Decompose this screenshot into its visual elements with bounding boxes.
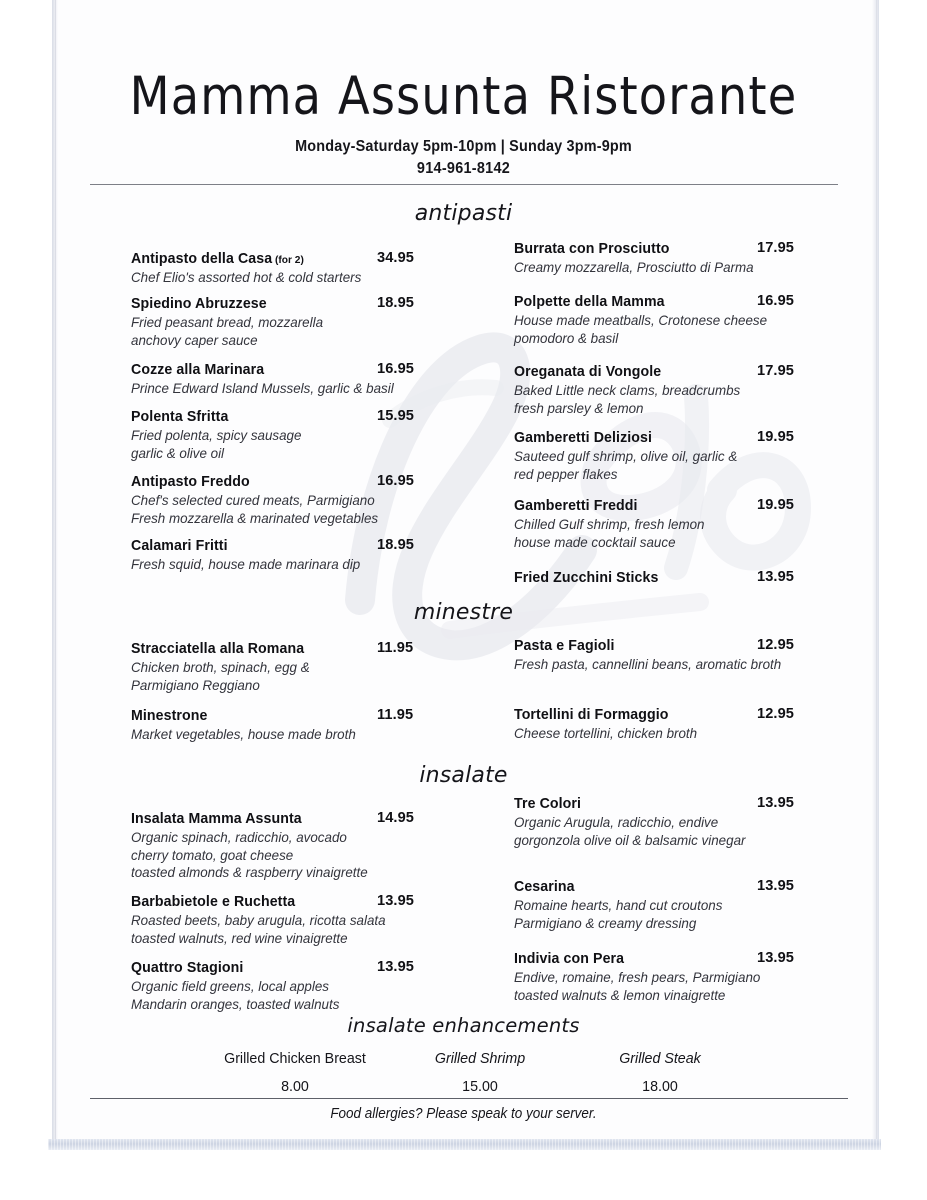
- menu-item: [131, 408, 415, 462]
- menu-item: [131, 640, 414, 694]
- menu-item: [514, 950, 795, 1004]
- menu-item: [514, 878, 795, 932]
- menu-item-header: [514, 878, 795, 897]
- menu-item-price: 12.95: [757, 637, 795, 653]
- footer-divider: [90, 1098, 848, 1099]
- section-heading-enhancements: insalate enhancements: [347, 1014, 580, 1037]
- menu-item-name: Barbabietole e Ruchetta: [131, 894, 296, 910]
- menu-item-header: [131, 473, 415, 492]
- menu-item: [514, 637, 795, 674]
- menu-item-description-line: Organic field greens, local apples: [131, 979, 329, 994]
- menu-item-name: Polpette della Mamma: [514, 294, 665, 310]
- enhancement-item: [175, 1050, 415, 1095]
- menu-item-header: [131, 537, 415, 556]
- menu-item-name: Burrata con Prosciutto: [514, 241, 670, 257]
- enhancement-item: [570, 1050, 750, 1095]
- menu-item-description-line: Creamy mozzarella, Prosciutto di Parma: [514, 260, 754, 275]
- menu-item-price: 13.95: [757, 878, 795, 894]
- menu-item-description-line: garlic & olive oil: [131, 445, 225, 461]
- menu-item-description-line: Fried polenta, spicy sausage: [131, 428, 302, 443]
- menu-item-header: [131, 408, 415, 427]
- menu-item-price: 14.95: [377, 810, 415, 826]
- menu-item-description-line: Chef Elio's assorted hot & cold starters: [131, 270, 362, 285]
- menu-item-description-line: Chef's selected cured meats, Parmigiano: [131, 493, 375, 508]
- menu-item-description-line: gorgonzola olive oil & balsamic vinegar: [514, 832, 746, 848]
- menu-item: [131, 959, 415, 1013]
- section-heading-minestre: minestre: [413, 600, 514, 625]
- menu-item-description-line: Market vegetables, house made broth: [131, 727, 356, 742]
- menu-item-name: Spiedino Abruzzese: [131, 296, 267, 312]
- menu-item-description-line: anchovy caper sauce: [131, 332, 258, 348]
- menu-item-header: [131, 893, 415, 912]
- menu-item-price: 16.95: [757, 293, 795, 309]
- menu-item-price: 18.95: [377, 537, 415, 553]
- enhancement-item: [400, 1050, 560, 1095]
- menu-item-description-line: Fresh pasta, cannellini beans, aromatic broth: [514, 657, 782, 672]
- menu-item-name: Antipasto Freddo: [131, 474, 250, 490]
- menu-item: [131, 295, 415, 349]
- menu-item: [131, 537, 415, 574]
- menu-item-description-line: toasted walnuts & lemon vinaigrette: [514, 987, 726, 1003]
- menu-item-description-line: Fresh mozzarella & marinated vegetables: [131, 510, 379, 526]
- menu-item-name: Calamari Fritti: [131, 538, 228, 554]
- menu-item-price: 11.95: [377, 707, 414, 723]
- menu-item-price: 13.95: [377, 959, 415, 975]
- menu-item-description-line: Fried peasant bread, mozzarella: [131, 315, 324, 330]
- menu-item-header: [514, 706, 795, 725]
- menu-item-name: Minestrone: [131, 708, 208, 724]
- page-title: Mamma Assunta Ristorante: [129, 66, 798, 127]
- enhancement-price: 18.00: [642, 1078, 678, 1095]
- menu-item-description-line: Fresh squid, house made marinara dip: [131, 557, 361, 572]
- enhancement-price: 8.00: [281, 1078, 309, 1095]
- menu-item-name: Indivia con Pera: [514, 951, 625, 967]
- menu-item: [131, 707, 414, 744]
- menu-item: [514, 706, 795, 743]
- allergy-notice: Food allergies? Please speak to your server.: [330, 1106, 597, 1122]
- menu-item-price: 16.95: [377, 473, 415, 489]
- menu-item: [514, 363, 795, 417]
- menu-item-header: [131, 640, 414, 659]
- menu-item-price: 17.95: [757, 240, 795, 256]
- menu-item-name: Cesarina: [514, 879, 575, 895]
- menu-item-description-line: house made cocktail sauce: [514, 534, 676, 550]
- menu-item-price: 34.95: [377, 250, 415, 266]
- menu-item-name: Pasta e Fagioli: [514, 638, 615, 654]
- menu-item-price: 15.95: [377, 408, 415, 424]
- menu-item-description-line: Roasted beets, baby arugula, ricotta salata: [131, 913, 386, 928]
- section-heading-antipasti: antipasti: [414, 201, 513, 226]
- menu-item-description-line: Romaine hearts, hand cut croutons: [514, 898, 723, 913]
- menu-item-description-line: fresh parsley & lemon: [514, 400, 644, 416]
- menu-item-name: Insalata Mamma Assunta: [131, 811, 302, 827]
- menu-item-header: [514, 363, 795, 382]
- menu-item-header: [131, 361, 415, 380]
- menu-item: [514, 497, 795, 551]
- menu-item-description-line: Chilled Gulf shrimp, fresh lemon: [514, 517, 705, 532]
- menu-item-header: [514, 293, 795, 312]
- menu-item-header: [131, 707, 414, 726]
- menu-item-name: Tre Colori: [514, 796, 582, 812]
- menu-item-name: Tortellini di Formaggio: [514, 707, 669, 723]
- menu-item-header: [131, 959, 415, 978]
- menu-item-description-line: Parmigiano & creamy dressing: [514, 915, 697, 931]
- menu-item-name: Oreganata di Vongole: [514, 364, 662, 380]
- menu-item-description-line: Cheese tortellini, chicken broth: [514, 726, 698, 741]
- menu-item-price: 13.95: [757, 795, 795, 811]
- menu-item: [514, 429, 795, 483]
- menu-item-description-line: red pepper flakes: [514, 466, 618, 482]
- menu-item: [131, 893, 415, 947]
- menu-item: [131, 361, 415, 398]
- menu-item-description-line: House made meatballs, Crotonese cheese: [514, 313, 768, 328]
- menu-item-price: 19.95: [757, 497, 795, 513]
- menu-item-header: [514, 240, 795, 259]
- menu-item-name: Gamberetti Deliziosi: [514, 430, 653, 446]
- menu-item: [131, 473, 415, 527]
- section-heading-insalate: insalate: [419, 763, 508, 788]
- menu-item-name: Fried Zucchini Sticks: [514, 570, 659, 586]
- menu-item-description-line: cherry tomato, goat cheese: [131, 847, 294, 863]
- menu-item-price: 16.95: [377, 361, 415, 377]
- menu-item-name: Polenta Sfritta: [131, 409, 229, 425]
- menu-item-description-line: pomodoro & basil: [514, 330, 619, 346]
- enhancement-name: Grilled Chicken Breast: [224, 1050, 366, 1067]
- menu-item-price: 12.95: [757, 706, 795, 722]
- menu-item-price: 11.95: [377, 640, 414, 656]
- menu-item-description-line: toasted walnuts, red wine vinaigrette: [131, 930, 348, 946]
- menu-item-price: 19.95: [757, 429, 795, 445]
- header-divider: [90, 184, 838, 185]
- menu-item-header: [514, 637, 795, 656]
- enhancement-price: 15.00: [462, 1078, 498, 1095]
- menu-item-name: Antipasto della Casa (for 2): [131, 251, 304, 267]
- hours-line: Monday-Saturday 5pm-10pm | Sunday 3pm-9pm: [295, 138, 632, 155]
- enhancement-name: Grilled Steak: [619, 1050, 701, 1067]
- menu-item-description-line: toasted almonds & raspberry vinaigrette: [131, 865, 368, 881]
- menu-item-name: Stracciatella alla Romana: [131, 641, 305, 657]
- menu-item-header: [514, 795, 795, 814]
- menu-item-header: [131, 295, 415, 314]
- menu-item: [131, 810, 415, 882]
- menu-item: [514, 293, 795, 347]
- menu-item-header: [131, 250, 415, 269]
- menu-item-name: Cozze alla Marinara: [131, 362, 265, 378]
- menu-item-header: [131, 810, 415, 829]
- menu-item-description-line: Mandarin oranges, toasted walnuts: [131, 996, 340, 1012]
- menu-item: [514, 795, 795, 849]
- menu-item-description-line: Baked Little neck clams, breadcrumbs: [514, 383, 741, 398]
- menu-item-price: 17.95: [757, 363, 795, 379]
- menu-item-header: [514, 429, 795, 448]
- menu-item-description-line: Organic spinach, radicchio, avocado: [131, 830, 347, 845]
- menu-item-qualifier: (for 2): [272, 254, 304, 266]
- phone-number: 914-961-8142: [416, 160, 511, 177]
- menu-item-description-line: Endive, romaine, fresh pears, Parmigiano: [514, 970, 761, 985]
- menu-item-name: Quattro Stagioni: [131, 960, 244, 976]
- menu-item-price: 13.95: [757, 569, 795, 585]
- menu-item-price: 13.95: [757, 950, 795, 966]
- menu-item: [131, 250, 415, 287]
- enhancement-name: Grilled Shrimp: [434, 1050, 526, 1067]
- menu-item-price: 18.95: [377, 295, 415, 311]
- menu-item-description-line: Prince Edward Island Mussels, garlic & basil: [131, 381, 394, 396]
- menu-item-description-line: Parmigiano Reggiano: [131, 677, 260, 693]
- menu-item-description-line: Chicken broth, spinach, egg &: [131, 660, 310, 675]
- menu-item-price: 13.95: [377, 893, 415, 909]
- menu-item: [514, 240, 795, 277]
- menu-item-description-line: Organic Arugula, radicchio, endive: [514, 815, 719, 830]
- menu-item-description-line: Sauteed gulf shrimp, olive oil, garlic &: [514, 449, 738, 464]
- menu-item-header: [514, 950, 795, 969]
- menu-item-header: [514, 497, 795, 516]
- menu-item-name: Gamberetti Freddi: [514, 498, 638, 514]
